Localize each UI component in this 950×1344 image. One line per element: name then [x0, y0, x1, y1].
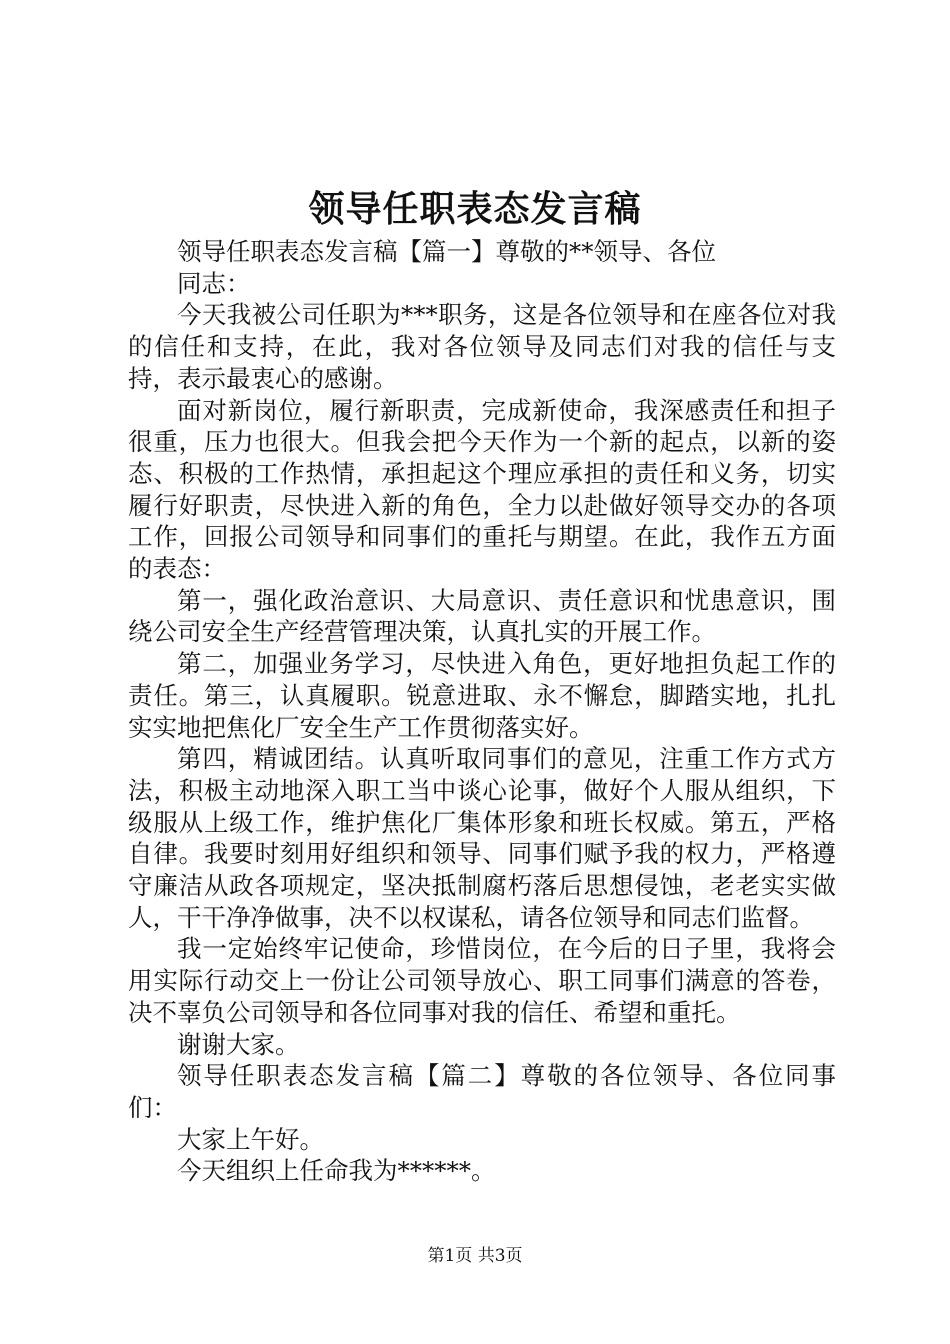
paragraph-point-four-five: 第四，精诚团结。认真听取同事们的意见，注重工作方式方法，积极主动地深入职工当中谈心论事，做好个人服从组织，下级服从上级工作，维护焦化厂集体形象和班长权威。第五，严格自律。我要时刻用好组织和领导、同事们赋予我的权力，严格遵守廉洁从政各项规定，坚决抵制腐朽落后思想侵蚀，老老实实做人，干干净净做事，决不以权谋私，请各位领导和同志们监督。 — [128, 744, 836, 932]
paragraph-thanks: 谢谢大家。 — [177, 1029, 300, 1059]
paragraph-heading-part-one: 领导任职表态发言稿【篇一】尊敬的**领导、各位 — [177, 237, 716, 266]
paragraph-point-two-three: 第二，加强业务学习，尽快进入角色，更好地担负起工作的责任。第三，认真履职。锐意进取、永不懈怠，脚踏实地，扎扎实实地把焦化厂安全生产工作贯彻落实好。 — [128, 649, 836, 742]
paragraph-salutation: 同志： — [177, 268, 251, 298]
paragraph-appointment-two: 今天组织上任命我为******。 — [177, 1156, 496, 1186]
page-footer: 第1页 共3页 — [427, 1246, 523, 1266]
paragraph-new-position: 面对新岗位，履行新职责，完成新使命，我深感责任和担子很重，压力也很大。但我会把今天作为一个新的起点，以新的姿态、积极的工作热情，承担起这个理应承担的责任和义务，切实履行好职责，尽快进入新的角色，全力以赴做好领导交办的各项工作，回报公司领导和同事们的重托与期望。在此，我作五方面的表态： — [128, 395, 836, 584]
paragraph-heading-part-two: 领导任职表态发言稿【篇二】尊敬的各位领导、各位同事们： — [128, 1061, 836, 1122]
document-body — [128, 236, 836, 1187]
document-title: 领导任职表态发言稿 — [308, 188, 642, 230]
paragraph-commitment: 我一定始终牢记使命，珍惜岗位，在今后的日子里，我将会用实际行动交上一份让公司领导放心、职工同事们满意的答卷，决不辜负公司领导和各位同事对我的信任、希望和重托。 — [128, 934, 836, 1027]
paragraph-greeting: 大家上午好。 — [177, 1124, 324, 1154]
paragraph-point-one: 第一，强化政治意识、大局意识、责任意识和忧患意识，围绕公司安全生产经营管理决策，认真扎实的开展工作。 — [128, 585, 836, 647]
paragraph-appointment: 今天我被公司任职为***职务，这是各位领导和在座各位对我的信任和支持，在此，我对各位领导及同志们对我的信任与支持，表示最衷心的感谢。 — [128, 300, 836, 393]
